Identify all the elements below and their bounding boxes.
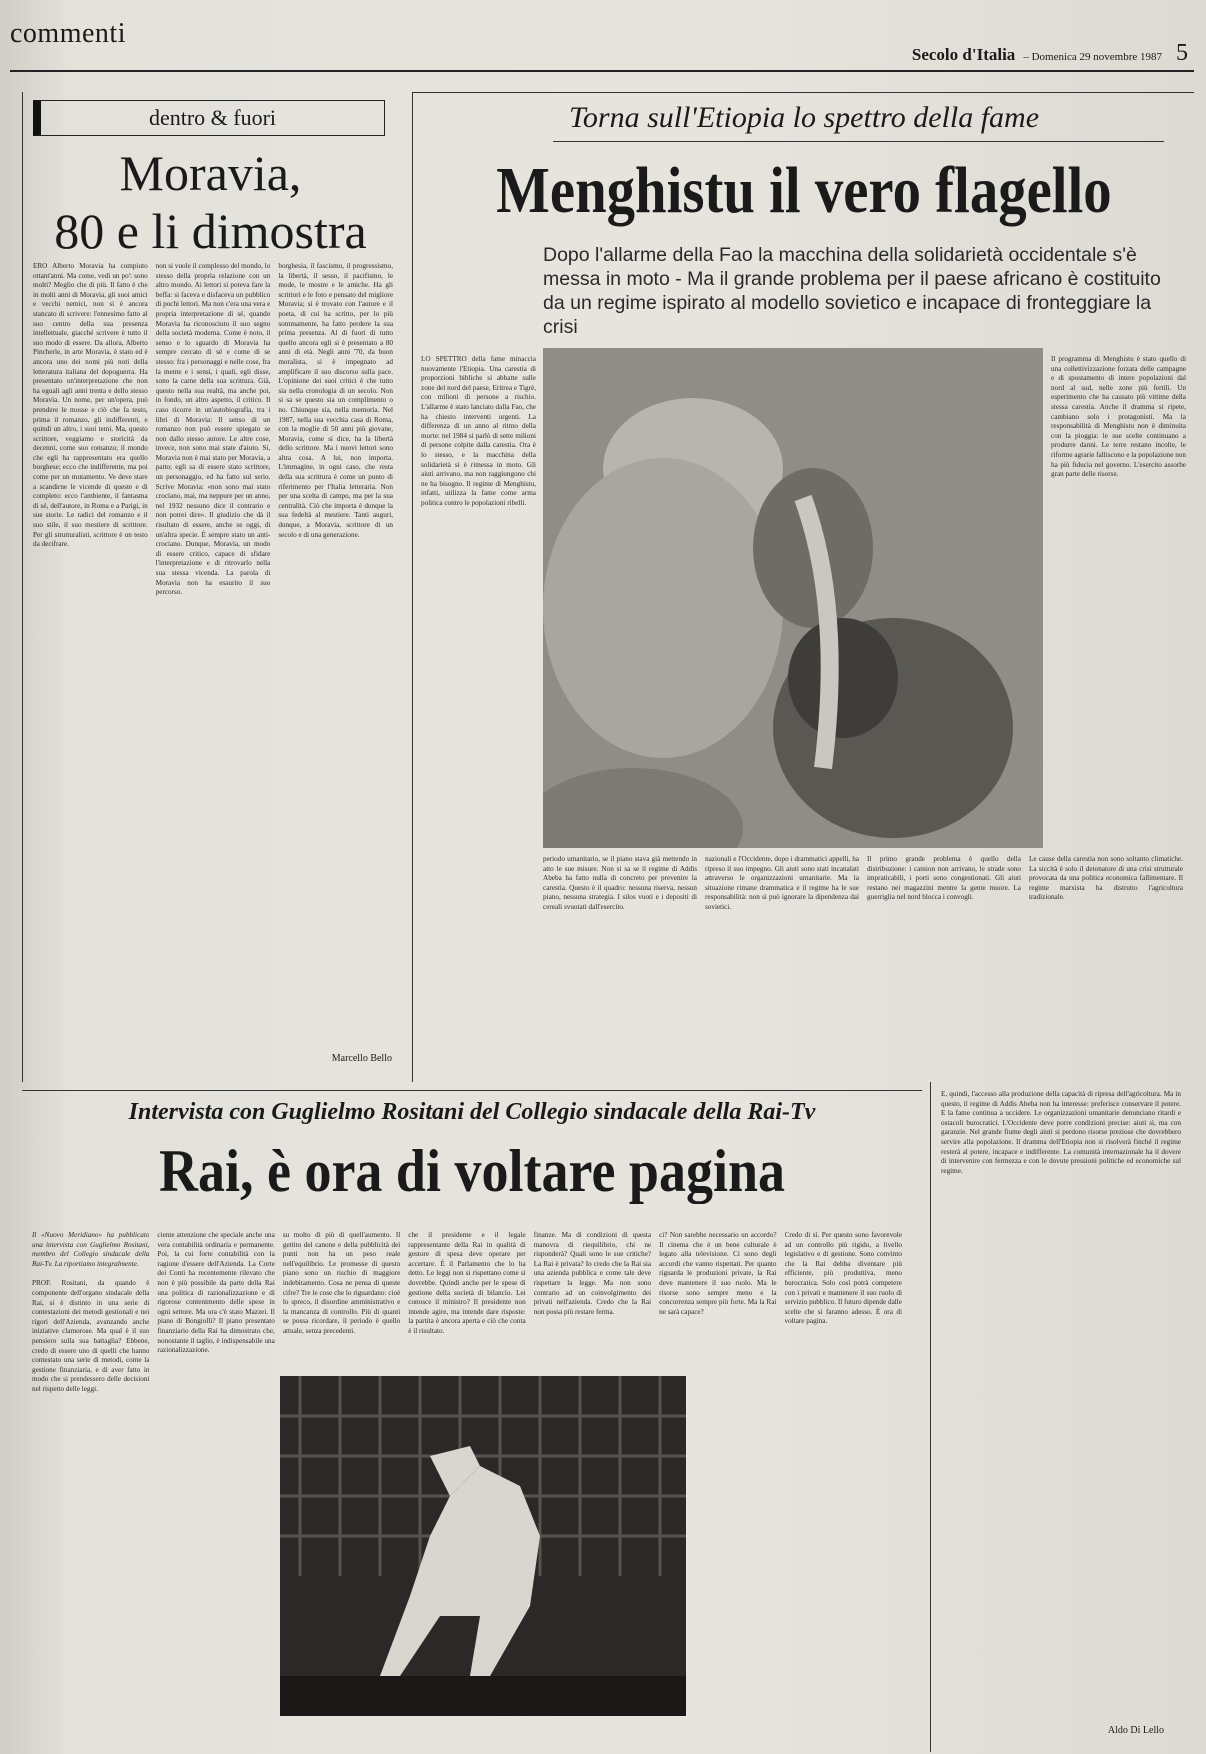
ethiopia-article <box>412 92 1194 1082</box>
headline-line-1: Moravia, <box>119 145 302 201</box>
section-label: commenti <box>10 18 126 49</box>
famine-photo <box>543 348 1043 848</box>
body-column-2: non si vuole il complesso del mondo, lo stesso della propria relazione con un altro mondo. Ai lettori si poteva fare la beffa: si faceva e disfaceva un pubblico di pochi lettori. Ma non c'era una vera e propria interpretazione di sé, quando Moravia ha riconosciuto il suo segno della società moderna. Come è noto, il senso e lo sguardo di Moravia ha sempre cercato di sé e come di se stesso: fra i personaggi e nelle cose, fra la mente e i sensi, i quali, egli disse, sono la carne della sua scrittura. Già, questo nella sua realtà, ma anche poi, in fondo, un altro aspetto, il critico. Il caso ricorre in un'autobiografia, tra i libri di Moravia: Il senso di un romanzo non può essere spiegato se non dallo stesso autore. Le altre cose, invece, non sono mai state d'aiuto. Sì, Moravia non è mai stato per Moravia, a patto; egli sa di essere stato scrittore, un personaggio, ed ha fatto sul serio. Scrive Moravia: «non sono mai stato crociano, mai, ma neppure per un anno, nel 1932 nessuno dice il contrario e non potrei dire». Il giudizio che dà il risultato di essere, anche se oggi, di un'altra specie. È sempre stato un anti-crociano. Dunque, Moravia, un modo di essere critico, capace di sfidare l'interpretazione e di ritrovarlo nella sua stessa vicenda. La parola di Moravia non ha esaurito il suo percorso. <box>155 262 271 597</box>
kicker-rule <box>553 141 1164 142</box>
body-column-left <box>421 355 536 845</box>
article-body <box>33 262 393 1052</box>
article-subheadline: Dopo l'allarme della Fao la macchina della solidarietà occidentale s'è messa in moto - Ma il grande problema per il paese africano è costituito da un regime ispirato al modello sovietico e incapace di fronteggiare la crisi <box>543 244 1161 338</box>
body-column: periodo umanitario, se il piano stava già mettendo in atto le sue misure. Non si sa se il regime di Addis Abeba ha fatto nulla di concreto per prevenire la carestia. Questo è il quadro: nessuna riserva, nessun piano, nessuna strategia. I silos vuoti e i depositi di cereali svuotati dall'esercito. <box>543 855 697 911</box>
body-column: Il primo grande problema è quello della distribuzione: i camion non arrivano, le strade sono impraticabili, i porti sono congestionati. Gli aiuti restano nei magazzini mentre la gente muore. La guerriglia nel nord blocca i convogli. <box>867 855 1021 902</box>
photo-illustration <box>280 1376 686 1716</box>
author-signature: Aldo Di Lello <box>1107 1725 1164 1736</box>
column-kicker: dentro & fuori <box>33 100 385 136</box>
body-columns-bottom <box>543 855 1183 1073</box>
article-kicker: Intervista con Guglielmo Rositani del Collegio sindacale della Rai-Tv <box>128 1099 816 1125</box>
moravia-article <box>22 92 402 1082</box>
body-text: LO SPETTRO della fame minaccia nuovamente l'Etiopia. Una carestia di proporzioni bibliche si abbatte sulle zone del nord del paese, Eritrea e Tigrè, con milioni di persone a rischio. L'allarme è stato lanciato dalla Fao, che ha chiesto interventi urgenti. La differenza di un anno al ritmo della morte: nel 1984 si parlò di sette milioni di persone colpite dalla carestia. Ora è lo stesso, e la macchina della solidarietà si è rimessa in moto. Gli aiuti arrivano, ma non raggiungono chi ne ha bisogno. Il regime di Menghistu, infatti, utilizza la fame come arma politica contro le popolazioni ribelli. <box>421 355 536 507</box>
article-lead: Il «Nuovo Meridiano» ha pubblicato una intervista con Guglielmo Rositani, membro del Collegio sindacale della Rai-Tv. La riportiamo integralmente. <box>32 1231 150 1268</box>
body-column-5: finanze. Ma di condizioni di questa manovra di riequilibrio, chi ne risponderà? Quali sono le sue critiche? La Rai è privata? Io credo che la Rai sia una azienda pubblica e come tale deve rispettare la legge. Ma non sono contrario ad un coinvolgimento dei privati nell'azienda. Credo che la Rai non possa più restare ferma. <box>533 1231 652 1316</box>
page-number: 5 <box>1176 40 1188 66</box>
author-signature: Marcello Bello <box>331 1053 392 1064</box>
article-headline <box>33 144 388 260</box>
body-column-4: che il presidente e il legale rappresentante della Rai in qualità di gestore di spesa deve operare per accertare. È il Parlamento che lo ha detto. Le leggi non si rispettano come si dovrebbe. Quindi anche per le spese di gestione della società di bilancio. Lei conosce il ministro? Il presidente non intende agire, ma intende dare risposte: la partita è ancora aperta e ciò che conta è il risultato. <box>408 1231 526 1335</box>
ethiopia-continuation <box>930 1082 1196 1752</box>
body-column-7: Credo di sì. Per questo sono favorevole ad un controllo più rigido, a livello legislativo e di gestione. Sono convinto che la Rai debba diventare più efficiente, più produttiva, meno burocratica. Solo così potrà competere con i privati e mantenere il suo ruolo di servizio pubblico. Il futuro dipende dalle scelte che si faranno adesso. È ora di voltare pagina. <box>784 1231 902 1326</box>
header-rule <box>10 70 1194 72</box>
issue-date: – Domenica 29 novembre 1987 <box>1023 51 1162 63</box>
body-column-1 <box>32 1231 149 1731</box>
body-text: Il programma di Menghistu è stato quello di una collettivizzazione forzata delle campagne e di spostamento di intere popolazioni dal nord al sud, nelle zone più fertili. Un esperimento che ha causato più vittime della stessa carestia. Anche il dramma si ripete, cambiano solo i protagonisti. Ma la responsabilità di Menghistu non è diminuita con la pioggia: le sue scelte continuano a produrre danni. Le terre restano incolte, le riforme agrarie falliscono e la popolazione non ha più fiducia nel governo. L'esercito assorbe gran parte delle risorse. <box>1051 355 1186 479</box>
rai-horse-statue-photo <box>280 1376 686 1716</box>
body-column-3: borghesia, il fascismo, il progressismo, la libertà, il sesso, il pacifismo, le mode, le mostre e le amiche. Ha gli scrittori e le foto e pensato del migliore Moravia; si è trovato con l'autore e il poeta, di cui ha scritto, per lo più sommamente, ha fatto perdere la sua prima presenza. Al di fuori di tutto quello ancora egli si è presentato a 80 anni di età. Negli anni '70, da buon moralista, si è impegnato ad amplificare il suo discorso sulla pace. L'opinione dei suoi critici è che tutto sia nella cronologia di un secolo. Non si sa se questo sia un complimento o no. Chiunque sia, nella memoria. Nel 1987, nella sua vecchia casa di Roma, con la moglie di 50 anni più giovane, Moravia, come si dice, ha la libertà dello scrittore. Ma i nuovi lettori sono altra cosa. A lui, non importa. L'immagine, in ogni caso, che resta della sua scrittura è come un punto di riferimento per l'Italia letteraria. Non per una scelta di campo, ma per la sua centralità. Ciò che importa è dunque la sua fedeltà al mestiere. Tanti auguri, dunque, a Moravia, scrittore di un secolo e di una generazione. <box>278 262 394 539</box>
headline-line-2: 80 e li dimostra <box>54 203 367 259</box>
paper-name: Secolo d'Italia <box>911 45 1016 64</box>
body-column: nazionali e l'Occidente, dopo i drammatici appelli, ha ripreso il suo impegno. Gli aiuti sono stati incanalati attraverso le organizzazioni umanitarie. Ma la situazione rimane drammatica e il regime ha le sue responsabilità: non si può ignorare la dipendenza dai sovietici. <box>705 855 859 911</box>
body-column-3: su molto di più di quell'aumento. Il gettito del canone e della pubblicità dei punti non ha un peso reale nell'equilibrio. Le promesse di questo piano sono un rischio di maggiore indebitamento. Cosa ne pensa di queste cifre? Tre le cose che lo riguardano: cioè lo spreco, il disordine amministrativo e la mancanza di controllo. Più di quanti se possa ricordare, il periodo è quello attuale, senza precedenti. <box>282 1231 401 1335</box>
masthead <box>912 40 1188 67</box>
interview-text: PROF. Rositani, da quando è componente dell'organo sindacale della Rai, si è distinto in una serie di contestazioni dei metodi gestionali e nei rigori dell'Azienda, avanzando anche iniziative clamorose. Ma qual è il suo pensiero sulla sua battaglia? Ebbene, credo di essere uno di quelli che hanno contestato una serie di metodi, come la gestione finanziaria, e di aver fatto in modo che si prendessero delle decisioni nel rispetto delle leggi. <box>32 1279 150 1393</box>
body-column-1: ERO Alberto Moravia ha compiuto ottant'anni. Ma come, vedi un po': sono molti? Meglio che di più. Il fatto è che in molti anni di Moravia, gli suoi amici e vecchi nemici, non si è ancora stancato di scrivere: l'ennesimo fatto al suo centro della sua presenza intellettuale, giacché scrivere è tutto il suo modo di essere. Da allora, Alberto Pincherle, in arte Moravia, è stato ed è ancora uno dei nomi più noti della letteratura italiana del dopoguerra. Ha presentato un'interpretazione che non ha eguali agli anni trenta e dello stesso Moravia. Un nome, per un'opera, può prendere le mosse e ciò che fa testo, prima il romanzo, gli indifferenti, e quindi un altro, i suoi temi. Ma, questo scrittore, veggiamo e storicità da decenni, come suo romanzo; il mondo che egli ha rappresentato era quello borghese; ecco che indifferente, ma poi come per un mutamento. Ve deve stare a scandirne le vicende di queste e di completo: ecco l'ambiente, il fantasma di sé, dell'autore, in Roma e a Parigi, in sue storie. Le radici del romanzo e il suo stile, il suo mestiere di scrittore. Per gli strutturalisti, scrittore è un testo da decifrare. <box>33 262 148 549</box>
photo-illustration <box>543 348 1043 848</box>
body-column-2: ciente attenzione che speciale anche una vera contabilità ordinaria e permanente. Poi, la cui forte contabilità con la ragione d'essere dell'Azienda. La Corte dei Conti ha recentemente rilevato che non è più possibile da parte della Rai una politica di razionalizzazione e di rigorose contenimento delle spese in ogni settore. Ma ora c'è stato Mazzei. Il piano di Bongiolli? Il piano presentato finanziario della Rai ha dimostrato che, nonostante il taglio, è indispensabile una razionalizzazione. <box>157 1231 275 1355</box>
body-column: Le cause della carestia non sono soltanto climatiche. La siccità è solo il detonatore di una crisi strutturale provocata da una politica economica fallimentare. Il regime marxista ha distrutto l'agricoltura tradizionale. <box>1029 855 1183 902</box>
body-column-right <box>1051 355 1186 855</box>
article-headline: Menghistu il vero flagello <box>496 154 1112 227</box>
article-kicker: Torna sull'Etiopia lo spettro della fame <box>568 101 1040 134</box>
rai-interview-article <box>22 1090 922 1740</box>
article-headline: Rai, è ora di voltare pagina <box>158 1138 785 1204</box>
body-column-6: ci? Non sarebbe necessario un accordo? Il cinema che è un bene culturale è legato alla televisione. Ci sono degli accordi che vanno rispettati. Per quanto riguarda le produzioni private, la Rai deve mantenere il suo ruolo. Ma le risorse sono sempre meno e la concorrenza sempre più forte. Ma la Rai ne sarà capace? <box>659 1231 777 1316</box>
body-text: E, quindi, l'accesso alla produzione della capacità di ripresa dell'agricoltura. Ma in questo, il regime di Addis Abeba non ha interesse: preferisce conservare il potere. E la fame continua a uccidere. Le organizzazioni umanitarie denunciano ritardi e ostacoli burocratici. L'Occidente deve porre condizioni precise: aiuti sì, ma con garanzie. Nel grande fiume degli aiuti si perdono risorse preziose che dovrebbero servire alla popolazione. Il dramma dell'Etiopia non si risolverà finché il regime resterà al potere, incapace e indifferente. La comunità internazionale ha il dovere di intervenire con fermezza e con le dovute pressioni politiche ed economiche sul regime. <box>941 1090 1181 1175</box>
